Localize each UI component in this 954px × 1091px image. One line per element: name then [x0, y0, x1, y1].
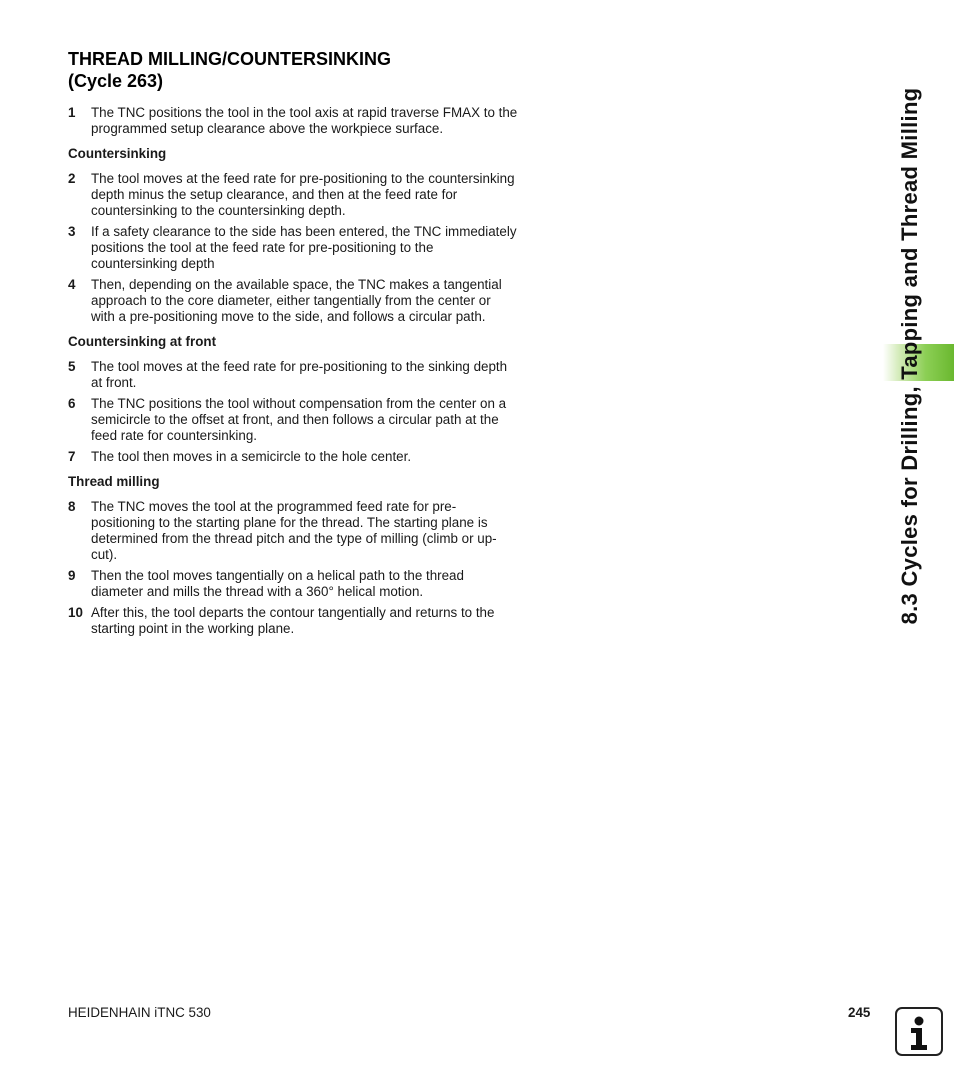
step-item — [68, 224, 518, 272]
subheading-thread-milling: Thread milling — [68, 474, 160, 489]
step-item — [68, 568, 518, 600]
step-text: If a safety clearance to the side has been entered, the TNC immediately positions the tool at the feed rate for pre-positioning to the countersinking depth — [91, 224, 517, 271]
page-number: 245 — [848, 1005, 871, 1020]
step-text: Then the tool moves tangentially on a helical path to the thread diameter and mills the thread with a 360° helical motion. — [91, 568, 464, 599]
step-text: After this, the tool departs the contour tangentially and returns to the starting point in the working plane. — [91, 605, 495, 636]
step-text: The TNC positions the tool in the tool axis at rapid traverse FMAX to the programmed setup clearance above the workpiece surface. — [91, 105, 518, 136]
step-item — [68, 396, 518, 444]
step-number: 8 — [68, 499, 76, 514]
step-number: 1 — [68, 105, 76, 120]
info-icon — [895, 1007, 943, 1056]
step-item — [68, 449, 518, 465]
heading-line-2: (Cycle 263) — [68, 71, 164, 91]
step-item — [68, 171, 518, 219]
step-number: 7 — [68, 449, 76, 464]
section-heading — [68, 48, 518, 92]
step-number: 10 — [68, 605, 83, 620]
heading-line-1: THREAD MILLING/COUNTERSINKING — [68, 49, 391, 69]
step-number: 9 — [68, 568, 76, 583]
step-text: The TNC moves the tool at the programmed feed rate for pre-positioning to the starting plane for the thread. The starting plane is determined from the thread pitch and the type of milling (climb or up-cut). — [91, 499, 497, 562]
subheading-countersinking-front: Countersinking at front — [68, 334, 217, 349]
chapter-side-title-text: 8.3 Cycles for Drilling, Tapping and Thread Milling — [897, 87, 922, 625]
step-number: 4 — [68, 277, 76, 292]
main-content — [68, 48, 518, 642]
info-icon-glyph — [897, 1009, 941, 1054]
subheading-countersinking: Countersinking — [68, 146, 167, 161]
step-text: Then, depending on the available space, the TNC makes a tangential approach to the core diameter, either tangentially from the center or with a pre-positioning move to the side, and follows a circular path. — [91, 277, 502, 324]
step-text: The TNC positions the tool without compensation from the center on a semicircle to the offset at front, and then follows a circular path at the feed rate for countersinking. — [91, 396, 507, 443]
step-item — [68, 605, 518, 637]
step-number: 2 — [68, 171, 76, 186]
step-item — [68, 499, 518, 563]
footer-manual-name: HEIDENHAIN iTNC 530 — [68, 1005, 211, 1020]
step-text: The tool moves at the feed rate for pre-positioning to the sinking depth at front. — [91, 359, 508, 390]
step-item — [68, 277, 518, 325]
step-item — [68, 359, 518, 391]
step-number: 6 — [68, 396, 76, 411]
step-text: The tool then moves in a semicircle to the hole center. — [91, 449, 412, 464]
step-number: 5 — [68, 359, 76, 374]
step-number: 3 — [68, 224, 76, 239]
step-text: The tool moves at the feed rate for pre-positioning to the countersinking depth minus the setup clearance, and then at the feed rate for countersinking to the countersinking depth. — [91, 171, 515, 218]
step-item — [68, 105, 518, 137]
